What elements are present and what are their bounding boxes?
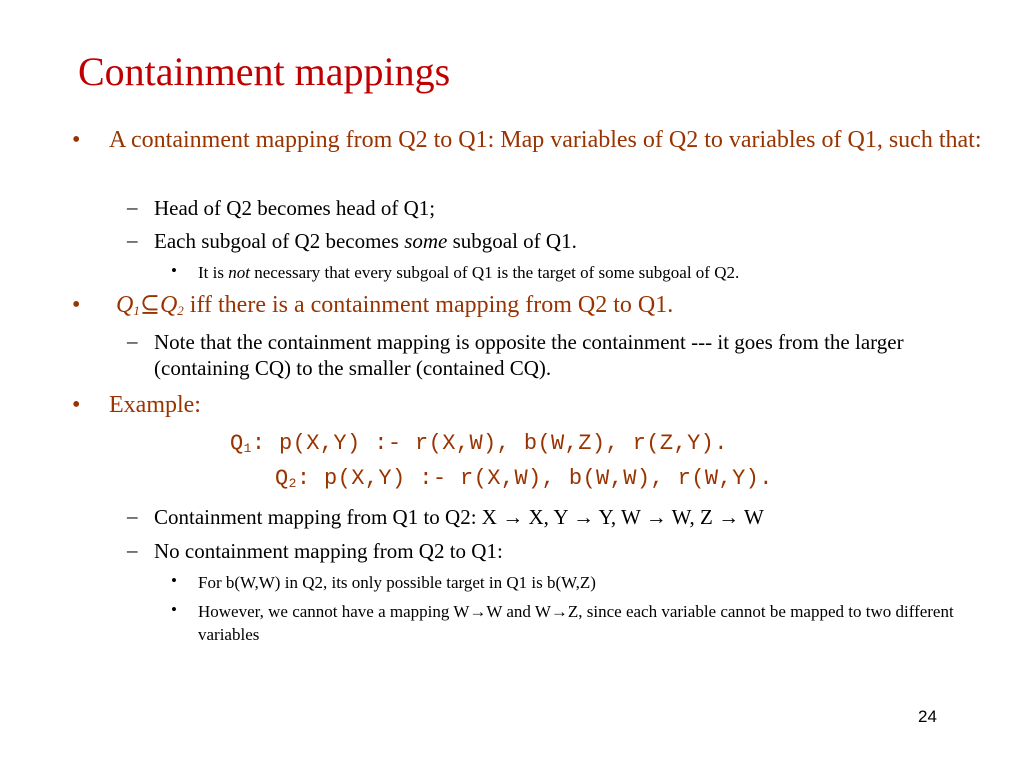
text-post: subgoal of Q1.	[447, 229, 577, 253]
emphasis-not: not	[228, 263, 250, 282]
dash-marker: –	[127, 228, 138, 252]
dash-marker: –	[127, 504, 138, 528]
text-post: iff there is a containment mapping from Q2 to Q1.	[183, 292, 674, 318]
dash-marker: –	[127, 329, 138, 353]
text-pre: It is	[198, 263, 229, 282]
subset-symbol: ⊆	[139, 292, 160, 318]
sub-sub-bullet-text	[198, 261, 958, 284]
bullet-marker: •	[72, 392, 81, 418]
text-pre: Each subgoal of Q2 becomes	[154, 229, 405, 253]
bullet-marker: •	[171, 600, 177, 619]
sub-sub-bullet-text: For b(W,W) in Q2, its only possible target in Q1 is b(W,Z)	[198, 573, 596, 592]
page-number: 24	[918, 707, 937, 726]
query-q1-code: $Q_1$: p(X,Y) :- r(X,W), b(W,Z), r(Z,Y).	[230, 431, 728, 456]
sub-bullet-text	[154, 228, 944, 254]
bullet-text: Example:	[109, 392, 201, 418]
bullet-marker: •	[171, 261, 177, 280]
bullet-text: A containment mapping from Q2 to Q1: Map variables of Q2 to variables of Q1, such that:	[109, 127, 982, 153]
q2-symbol: $Q_2$	[159, 292, 184, 318]
sub-bullet-text: Note that the containment mapping is opposite the containment --- it goes from the larger (containing CQ) to the smaller (contained CQ).	[154, 330, 904, 380]
sub-bullet-text: No containment mapping from Q2 to Q1:	[154, 539, 503, 563]
bullet-marker: •	[171, 571, 177, 590]
dash-marker: –	[127, 538, 138, 562]
emphasis-some: some	[404, 229, 448, 253]
q1-symbol: $Q_1$	[116, 292, 140, 318]
bullet-text	[116, 292, 996, 324]
sub-bullet-text: Head of Q2 becomes head of Q1;	[154, 196, 436, 220]
text-post: necessary that every subgoal of Q1 is the target of some subgoal of Q2.	[249, 263, 740, 282]
sub-sub-bullet-text: However, we cannot have a mapping W→W and W→Z, since each variable cannot be mapped to two different variables	[198, 602, 954, 644]
slide-title: Containment mappings	[78, 49, 451, 94]
query-q2-code: $Q_2$: p(X,Y) :- r(X,W), b(W,W), r(W,Y).	[275, 466, 773, 491]
sub-bullet-text: Containment mapping from Q1 to Q2: X → X, Y → Y, W → W, Z → W	[154, 505, 764, 529]
bullet-marker: •	[72, 127, 81, 153]
dash-marker: –	[127, 195, 138, 219]
bullet-marker: •	[72, 292, 81, 318]
